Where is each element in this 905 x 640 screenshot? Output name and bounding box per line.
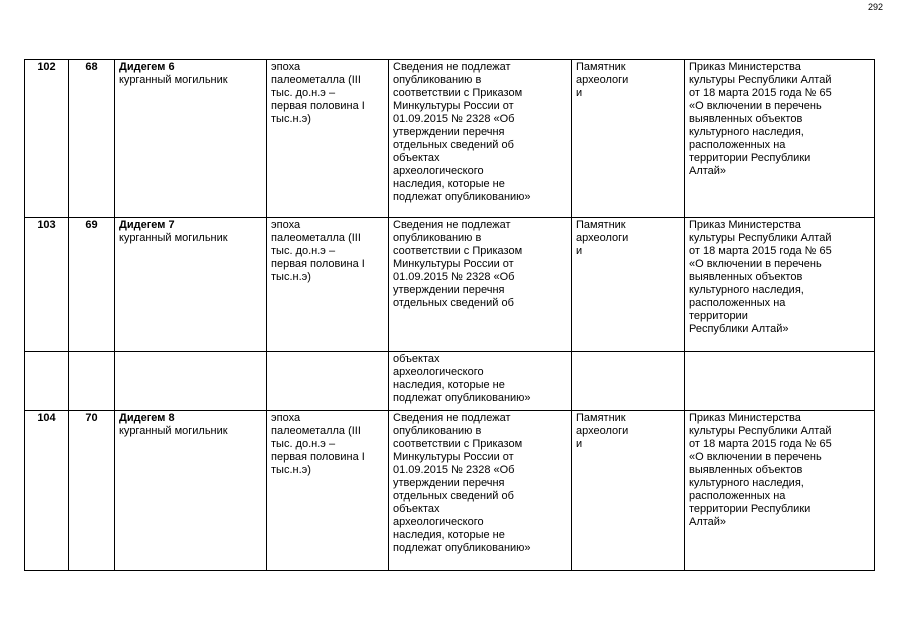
object-name-cell — [115, 218, 267, 352]
document-line: культуры Республики Алтай — [689, 232, 832, 244]
dating-line: тыс.н.э) — [271, 113, 311, 125]
object-name: Дидегем 8 — [119, 412, 175, 424]
object-name: Дидегем 7 — [119, 219, 175, 231]
document-cell — [685, 218, 875, 352]
document-line: выявленных объектов — [689, 271, 803, 283]
object-name: Дидегем 6 — [119, 61, 175, 73]
category-line: археологи — [576, 74, 629, 86]
location-line: археологического — [393, 516, 484, 528]
dating-line: первая половина I — [271, 100, 365, 112]
category-line: Памятник — [576, 61, 626, 73]
location-line: подлежат опубликованию» — [393, 392, 531, 404]
dating-line: эпоха — [271, 61, 301, 73]
location-cell — [389, 218, 572, 352]
location-line: подлежат опубликованию» — [393, 542, 531, 554]
location-cell — [389, 60, 572, 218]
location-line: объектах — [393, 152, 440, 164]
document-cell — [685, 60, 875, 218]
document-line: Республики Алтай» — [689, 323, 789, 335]
location-line: Сведения не подлежат — [393, 412, 511, 424]
location-line: отдельных сведений об — [393, 490, 514, 502]
location-line: утверждении перечня — [393, 477, 505, 489]
location-line: опубликованию в — [393, 232, 482, 244]
object-name-cell — [115, 352, 267, 411]
location-line: 01.09.2015 № 2328 «Об — [393, 464, 515, 476]
document-cell — [685, 352, 875, 411]
document-line: культуры Республики Алтай — [689, 74, 832, 86]
dating-line: палеометалла (III — [271, 232, 361, 244]
location-line: соответствии с Приказом — [393, 245, 523, 257]
table-row — [25, 218, 875, 352]
location-line: Сведения не подлежат — [393, 219, 511, 231]
object-name-cell — [115, 60, 267, 218]
registry-number-cell — [25, 352, 69, 411]
location-line: подлежат опубликованию» — [393, 191, 531, 203]
dating-line: тыс.н.э) — [271, 464, 311, 476]
location-line: отдельных сведений об — [393, 297, 514, 309]
location-line: объектах — [393, 503, 440, 515]
location-line: Минкультуры России от — [393, 258, 514, 270]
document-line: от 18 марта 2015 года № 65 — [689, 438, 832, 450]
page-number: 292 — [867, 2, 883, 12]
location-line: опубликованию в — [393, 425, 482, 437]
category-cell — [572, 411, 685, 571]
document-line: Приказ Министерства — [689, 61, 801, 73]
location-line: отдельных сведений об — [393, 139, 514, 151]
dating-line: тыс.н.э) — [271, 271, 311, 283]
location-line: наследия, которые не — [393, 529, 505, 541]
location-line: утверждении перечня — [393, 284, 505, 296]
document-line: от 18 марта 2015 года № 65 — [689, 245, 832, 257]
document-line: территории Республики — [689, 152, 811, 164]
object-number-cell: 69 — [69, 218, 115, 352]
registry-number-cell: 103 — [25, 218, 69, 352]
location-line: соответствии с Приказом — [393, 438, 523, 450]
location-line: Минкультуры России от — [393, 451, 514, 463]
object-number-cell: 70 — [69, 411, 115, 571]
table-row — [25, 60, 875, 218]
document-line: территории Республики — [689, 503, 811, 515]
object-type-line: курганный могильник — [119, 232, 228, 244]
dating-line: тыс. до.н.э – — [271, 87, 336, 99]
dating-line: эпоха — [271, 219, 301, 231]
location-cell — [389, 411, 572, 571]
document-line: «О включении в перечень — [689, 100, 822, 112]
category-line: Памятник — [576, 219, 626, 231]
category-line: археологи — [576, 425, 629, 437]
dating-line: палеометалла (III — [271, 425, 361, 437]
dating-cell — [267, 352, 389, 411]
category-line: археологи — [576, 232, 629, 244]
document-line: Приказ Министерства — [689, 412, 801, 424]
dating-line: первая половина I — [271, 258, 365, 270]
category-cell — [572, 218, 685, 352]
object-number-cell — [69, 352, 115, 411]
object-type-line: курганный могильник — [119, 74, 228, 86]
document-line: расположенных на — [689, 297, 786, 309]
document-line: «О включении в перечень — [689, 451, 822, 463]
document-line: культурного наследия, — [689, 284, 804, 296]
document-line: культурного наследия, — [689, 477, 804, 489]
document-line: от 18 марта 2015 года № 65 — [689, 87, 832, 99]
location-cell — [389, 352, 572, 411]
document-line: расположенных на — [689, 490, 786, 502]
document-cell — [685, 411, 875, 571]
category-cell — [572, 60, 685, 218]
location-line: опубликованию в — [393, 74, 482, 86]
document-line: «О включении в перечень — [689, 258, 822, 270]
object-type-line: курганный могильник — [119, 425, 228, 437]
category-line: и — [576, 245, 583, 257]
dating-line: палеометалла (III — [271, 74, 361, 86]
dating-line: тыс. до.н.э – — [271, 245, 336, 257]
category-line: и — [576, 438, 583, 450]
location-line: археологического — [393, 165, 484, 177]
table-row — [25, 411, 875, 571]
category-line: и — [576, 87, 583, 99]
location-line: 01.09.2015 № 2328 «Об — [393, 271, 515, 283]
document-line: выявленных объектов — [689, 113, 803, 125]
object-number-cell: 68 — [69, 60, 115, 218]
location-line: соответствии с Приказом — [393, 87, 523, 99]
location-line: 01.09.2015 № 2328 «Об — [393, 113, 515, 125]
dating-line: тыс. до.н.э – — [271, 438, 336, 450]
document-line: выявленных объектов — [689, 464, 803, 476]
document-line: Приказ Министерства — [689, 219, 801, 231]
location-line: наследия, которые не — [393, 178, 505, 190]
document-line: культурного наследия, — [689, 126, 804, 138]
location-line: археологического — [393, 366, 484, 378]
object-name-cell — [115, 411, 267, 571]
heritage-registry-table — [24, 59, 875, 571]
document-line: расположенных на — [689, 139, 786, 151]
dating-line: первая половина I — [271, 451, 365, 463]
location-line: Минкультуры России от — [393, 100, 514, 112]
document-line: культуры Республики Алтай — [689, 425, 832, 437]
registry-number-cell: 102 — [25, 60, 69, 218]
document-line: Алтай» — [689, 516, 727, 528]
location-line: наследия, которые не — [393, 379, 505, 391]
location-line: утверждении перечня — [393, 126, 505, 138]
table-row — [25, 352, 875, 411]
location-line: Сведения не подлежат — [393, 61, 511, 73]
category-line: Памятник — [576, 412, 626, 424]
dating-cell — [267, 60, 389, 218]
dating-cell — [267, 411, 389, 571]
dating-line: эпоха — [271, 412, 301, 424]
document-line: Алтай» — [689, 165, 727, 177]
document-line: территории — [689, 310, 748, 322]
registry-number-cell: 104 — [25, 411, 69, 571]
location-line: объектах — [393, 353, 440, 365]
dating-cell — [267, 218, 389, 352]
category-cell — [572, 352, 685, 411]
